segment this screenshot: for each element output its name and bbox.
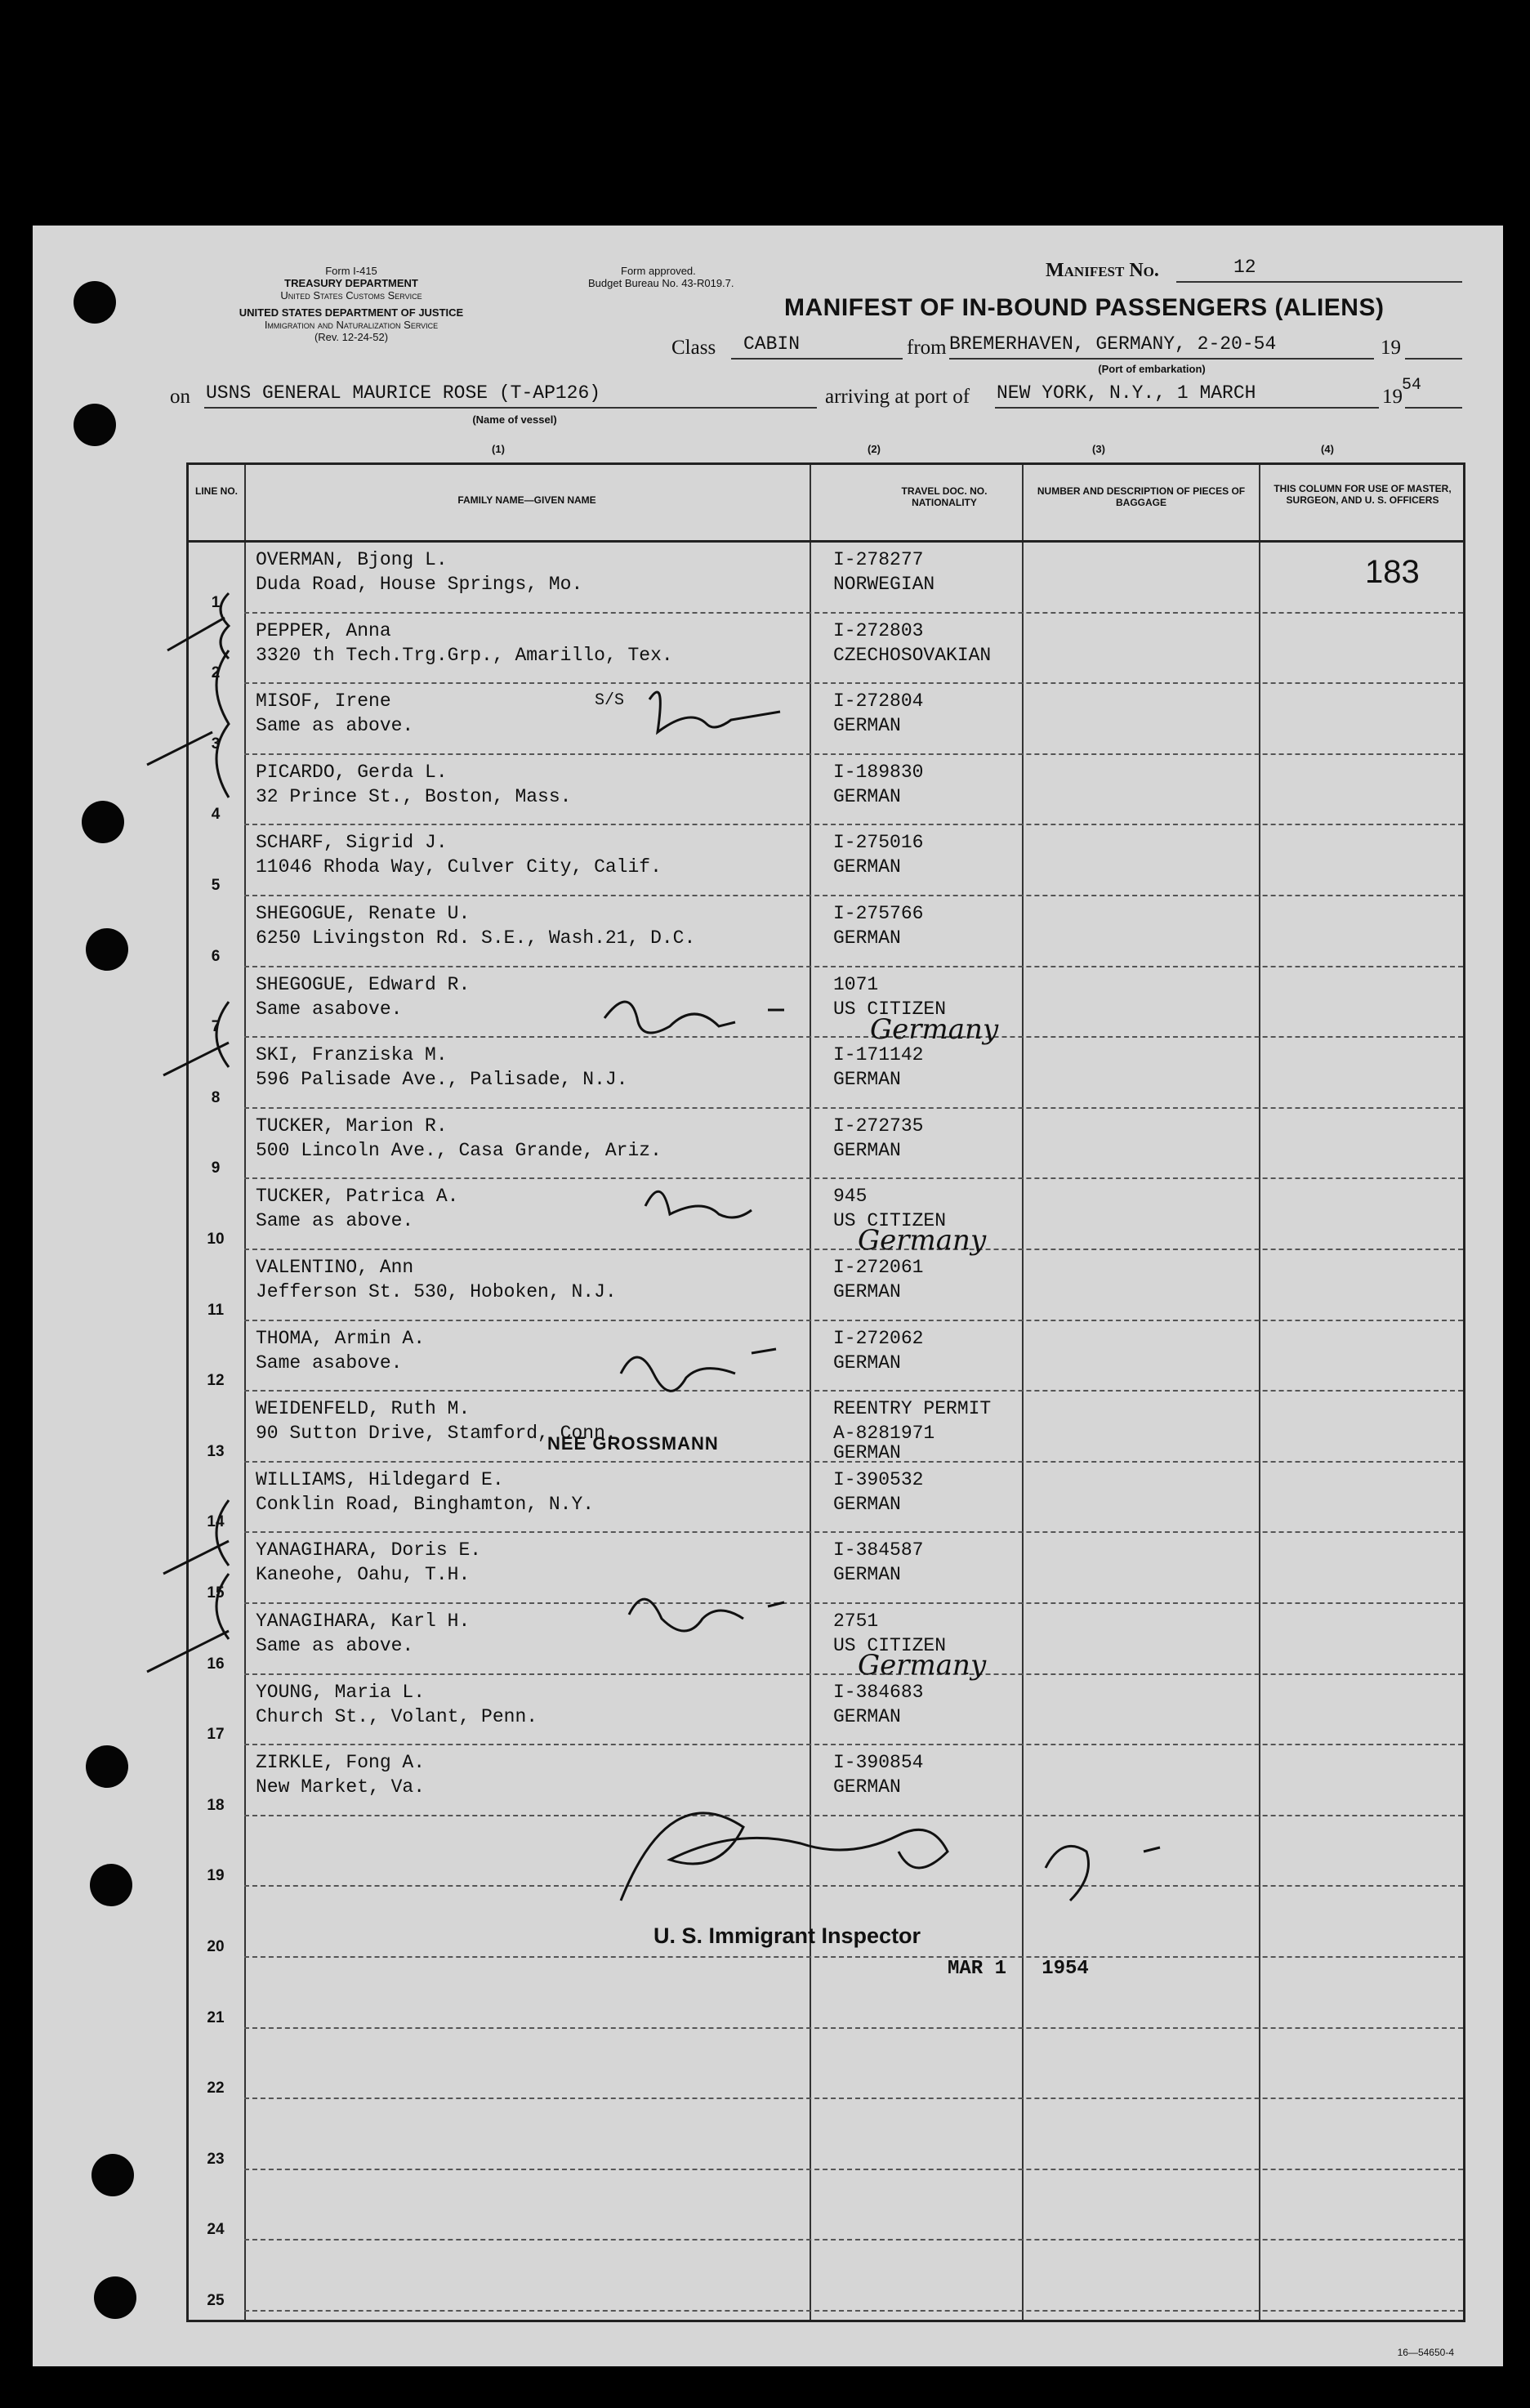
treasury-dept: TREASURY DEPARTMENT — [284, 277, 418, 289]
travel-doc-number: I-278277 — [833, 549, 924, 570]
form-block — [147, 265, 555, 343]
form-revision: (Rev. 12-24-52) — [314, 331, 389, 343]
nationality: CZECHOSOVAKIAN — [833, 644, 992, 666]
line-number: 24 — [207, 2221, 225, 2239]
nationality: GERMAN — [833, 1351, 901, 1374]
class-line — [731, 358, 903, 360]
manifest-number-value: 12 — [1233, 257, 1256, 278]
line-number: 16 — [207, 1655, 225, 1673]
passenger-name: OVERMAN, Bjong L. — [256, 549, 448, 570]
nationality: GERMAN — [833, 1705, 901, 1727]
travel-doc-number: 2751 — [833, 1611, 879, 1632]
nationality: GERMAN — [833, 1493, 901, 1515]
nationality: GERMAN — [833, 1281, 901, 1302]
passenger-name: TUCKER, Marion R. — [256, 1115, 448, 1137]
passenger-address: Same as above. — [256, 1210, 414, 1232]
table-row — [189, 543, 1463, 614]
table-row — [189, 1038, 1463, 1109]
ss-mark: S/S — [595, 691, 625, 710]
officer-remark: 183 — [1365, 554, 1420, 590]
line-number: 25 — [207, 2291, 225, 2309]
inspector-title: U. S. Immigrant Inspector — [653, 1923, 921, 1948]
vessel-caption: (Name of vessel) — [472, 413, 557, 426]
travel-doc-number: I-272735 — [833, 1115, 924, 1137]
line-number: 20 — [207, 1937, 225, 1955]
travel-doc-number: 1071 — [833, 973, 879, 995]
punch-hole — [82, 801, 124, 843]
punch-hole — [86, 1745, 128, 1788]
travel-doc-number: REENTRY PERMIT — [833, 1398, 992, 1420]
table-row — [189, 755, 1463, 826]
passenger-name: WILLIAMS, Hildegard E. — [256, 1468, 504, 1490]
passenger-address: 90 Sutton Drive, Stamford, Conn. — [256, 1423, 617, 1445]
travel-doc-number: 945 — [833, 1186, 868, 1208]
nationality: GERMAN — [833, 1139, 901, 1161]
table-row — [189, 1958, 1463, 2029]
ins-service: Immigration and Naturalization Service — [264, 319, 439, 331]
column-number-2: (2) — [868, 443, 881, 455]
passenger-address: 3320 th Tech.Trg.Grp., Amarillo, Tex. — [256, 644, 673, 666]
travel-doc-number: I-272803 — [833, 619, 924, 641]
line-number: 12 — [207, 1372, 225, 1390]
passenger-name: PEPPER, Anna — [256, 619, 391, 641]
table-row — [189, 1675, 1463, 1746]
table-row — [189, 1392, 1463, 1463]
manifest-number-line — [1176, 281, 1462, 283]
line-number: 21 — [207, 2008, 225, 2026]
line-number: 4 — [211, 806, 221, 824]
header-travel-doc: TRAVEL DOC. NO. NATIONALITY — [901, 485, 988, 508]
travel-doc-number: I-275766 — [833, 903, 924, 924]
approval-block — [588, 265, 734, 289]
table-row — [189, 2029, 1463, 2100]
passenger-name: SHEGOGUE, Edward R. — [256, 973, 471, 995]
table-row — [189, 614, 1463, 685]
travel-doc-number: I-272061 — [833, 1257, 924, 1278]
manifest-number-label: Manifest No. — [1046, 260, 1159, 281]
table-row — [189, 2099, 1463, 2170]
germany-annotation: Germany — [858, 1224, 987, 1257]
year-suffix-2: 54 — [1402, 376, 1422, 395]
nee-annotation: NEE GROSSMANN — [547, 1433, 719, 1454]
manifest-sheet — [33, 226, 1503, 2366]
passenger-address: 596 Palisade Ave., Palisade, N.J. — [256, 1069, 628, 1091]
line-number: 1 — [211, 593, 221, 611]
germany-annotation: Germany — [858, 1649, 987, 1682]
line-number: 2 — [211, 664, 221, 682]
passenger-name: THOMA, Armin A. — [256, 1327, 426, 1349]
passenger-name: VALENTINO, Ann — [256, 1257, 414, 1278]
passenger-name: SHEGOGUE, Renate U. — [256, 903, 471, 924]
punch-hole — [74, 404, 116, 446]
passenger-address: Conklin Road, Binghamton, N.Y. — [256, 1493, 595, 1515]
customs-service: United States Customs Service — [280, 289, 422, 302]
header-name: FAMILY NAME—GIVEN NAME — [457, 494, 596, 506]
year-prefix-1: 19 — [1381, 337, 1401, 359]
line-number: 15 — [207, 1584, 225, 1602]
passenger-name: MISOF, Irene — [256, 690, 391, 713]
passenger-table — [186, 462, 1465, 2322]
travel-doc-number: I-384587 — [833, 1539, 924, 1561]
table-row — [189, 967, 1463, 1039]
vessel-value: USNS GENERAL MAURICE ROSE (T-AP126) — [206, 382, 601, 404]
nationality: A-8281971 — [833, 1423, 935, 1445]
line-number: 22 — [207, 2080, 225, 2098]
passenger-address: Same asabove. — [256, 998, 403, 1020]
passenger-address: Duda Road, House Springs, Mo. — [256, 574, 583, 595]
line-number: 17 — [207, 1726, 225, 1744]
passenger-address: 500 Lincoln Ave., Casa Grande, Ariz. — [256, 1139, 662, 1161]
year-prefix-2: 19 — [1382, 386, 1403, 408]
passenger-address: Same as above. — [256, 715, 414, 737]
passenger-name: ZIRKLE, Fong A. — [256, 1752, 426, 1774]
nationality: NORWEGIAN — [833, 574, 935, 595]
column-number-1: (1) — [492, 443, 505, 455]
row-rule — [244, 2310, 1463, 2312]
passenger-name: WEIDENFELD, Ruth M. — [256, 1398, 471, 1420]
passenger-address: 11046 Rhoda Way, Culver City, Calif. — [256, 856, 662, 878]
passenger-address: Church St., Volant, Penn. — [256, 1705, 538, 1727]
approval-line-1: Form approved. — [621, 265, 696, 277]
passenger-address: 32 Prince St., Boston, Mass. — [256, 785, 572, 807]
table-row — [189, 1745, 1463, 1816]
line-number: 8 — [211, 1088, 221, 1106]
travel-doc-number: I-384683 — [833, 1681, 924, 1703]
line-number: 6 — [211, 947, 221, 965]
passenger-address: Same as above. — [256, 1635, 414, 1656]
line-number: 18 — [207, 1796, 225, 1814]
arrival-value: NEW YORK, N.Y., 1 MARCH — [997, 382, 1256, 404]
nationality-extra: GERMAN — [833, 1442, 901, 1464]
passenger-name: SKI, Franziska M. — [256, 1044, 448, 1066]
class-label: Class — [671, 337, 716, 359]
line-number: 7 — [211, 1018, 221, 1036]
from-line — [949, 358, 1374, 360]
table-row — [189, 825, 1463, 896]
passenger-address: New Market, Va. — [256, 1776, 426, 1798]
passenger-name: TUCKER, Patrica A. — [256, 1186, 459, 1208]
footer-code: 16—54650-4 — [1397, 2347, 1454, 2358]
punch-hole — [86, 928, 128, 971]
table-row — [189, 1109, 1463, 1180]
passenger-name: YOUNG, Maria L. — [256, 1681, 426, 1703]
line-number: 5 — [211, 876, 221, 894]
travel-doc-number: I-189830 — [833, 761, 924, 783]
line-number: 13 — [207, 1442, 225, 1460]
approval-line-2: Budget Bureau No. 43-R019.7. — [588, 277, 734, 289]
punch-hole — [74, 281, 116, 324]
manifest-title: MANIFEST OF IN-BOUND PASSENGERS (ALIENS) — [784, 294, 1385, 321]
from-value: BREMERHAVEN, GERMANY, 2-20-54 — [949, 333, 1277, 355]
travel-doc-number: I-272062 — [833, 1327, 924, 1349]
travel-doc-number: I-275016 — [833, 832, 924, 854]
table-row — [189, 1179, 1463, 1250]
from-label: from — [907, 337, 947, 359]
table-row — [189, 896, 1463, 967]
punch-hole — [94, 2276, 136, 2319]
arrival-line — [995, 407, 1379, 409]
travel-doc-number: I-272804 — [833, 690, 924, 713]
nationality: GERMAN — [833, 927, 901, 949]
nationality: GERMAN — [833, 1776, 901, 1798]
line-number: 23 — [207, 2150, 225, 2168]
nationality: GERMAN — [833, 1069, 901, 1091]
header-officers: THIS COLUMN FOR USE OF MASTER, SURGEON, AND U. S. OFFICERS — [1274, 483, 1452, 506]
nationality: US CITIZEN — [833, 1635, 947, 1656]
passenger-name: PICARDO, Gerda L. — [256, 761, 448, 783]
nationality: GERMAN — [833, 1564, 901, 1586]
port-embark-caption: (Port of embarkation) — [1098, 363, 1206, 375]
table-row — [189, 1816, 1463, 1888]
table-row — [189, 2240, 1463, 2312]
table-row — [189, 2170, 1463, 2241]
germany-annotation: Germany — [870, 1013, 999, 1046]
year-line-1 — [1405, 358, 1462, 360]
nationality: GERMAN — [833, 715, 901, 737]
travel-doc-number: I-390532 — [833, 1468, 924, 1490]
inspector-stamp-date: MAR 1 1954 — [948, 1958, 1089, 1980]
nationality: GERMAN — [833, 785, 901, 807]
arriving-label: arriving at port of — [825, 386, 970, 408]
column-number-4: (4) — [1321, 443, 1334, 455]
line-number: 19 — [207, 1867, 225, 1885]
vessel-line — [204, 407, 817, 409]
header-baggage: NUMBER AND DESCRIPTION OF PIECES OF BAGGAGE — [1037, 485, 1246, 508]
passenger-address: 6250 Livingston Rd. S.E., Wash.21, D.C. — [256, 927, 696, 949]
nationality: US CITIZEN — [833, 1210, 947, 1232]
form-number: Form I-415 — [325, 265, 377, 277]
table-row — [189, 684, 1463, 755]
line-number: 9 — [211, 1159, 221, 1177]
punch-hole — [90, 1864, 132, 1906]
nationality: GERMAN — [833, 856, 901, 878]
table-row — [189, 1463, 1463, 1534]
column-number-3: (3) — [1092, 443, 1105, 455]
table-row — [189, 1604, 1463, 1675]
passenger-address: Jefferson St. 530, Hoboken, N.J. — [256, 1281, 617, 1302]
line-number: 3 — [211, 735, 221, 753]
passenger-address: Kaneohe, Oahu, T.H. — [256, 1564, 471, 1586]
class-value: CABIN — [743, 333, 801, 355]
year-line-2 — [1405, 407, 1462, 409]
nationality: US CITIZEN — [833, 998, 947, 1020]
passenger-address: Same asabove. — [256, 1351, 403, 1374]
header-line-no: LINE NO. — [194, 485, 238, 497]
table-row — [189, 1533, 1463, 1604]
travel-doc-number: I-171142 — [833, 1044, 924, 1066]
passenger-name: SCHARF, Sigrid J. — [256, 832, 448, 854]
on-label: on — [170, 386, 190, 408]
passenger-name: YANAGIHARA, Doris E. — [256, 1539, 482, 1561]
justice-dept: UNITED STATES DEPARTMENT OF JUSTICE — [239, 306, 464, 319]
travel-doc-number: I-390854 — [833, 1752, 924, 1774]
line-number: 11 — [207, 1301, 225, 1319]
passenger-name: YANAGIHARA, Karl H. — [256, 1611, 471, 1632]
table-row — [189, 1321, 1463, 1392]
line-number: 14 — [207, 1513, 225, 1531]
line-number: 10 — [207, 1230, 225, 1248]
punch-hole — [91, 2154, 134, 2196]
table-row — [189, 1250, 1463, 1321]
